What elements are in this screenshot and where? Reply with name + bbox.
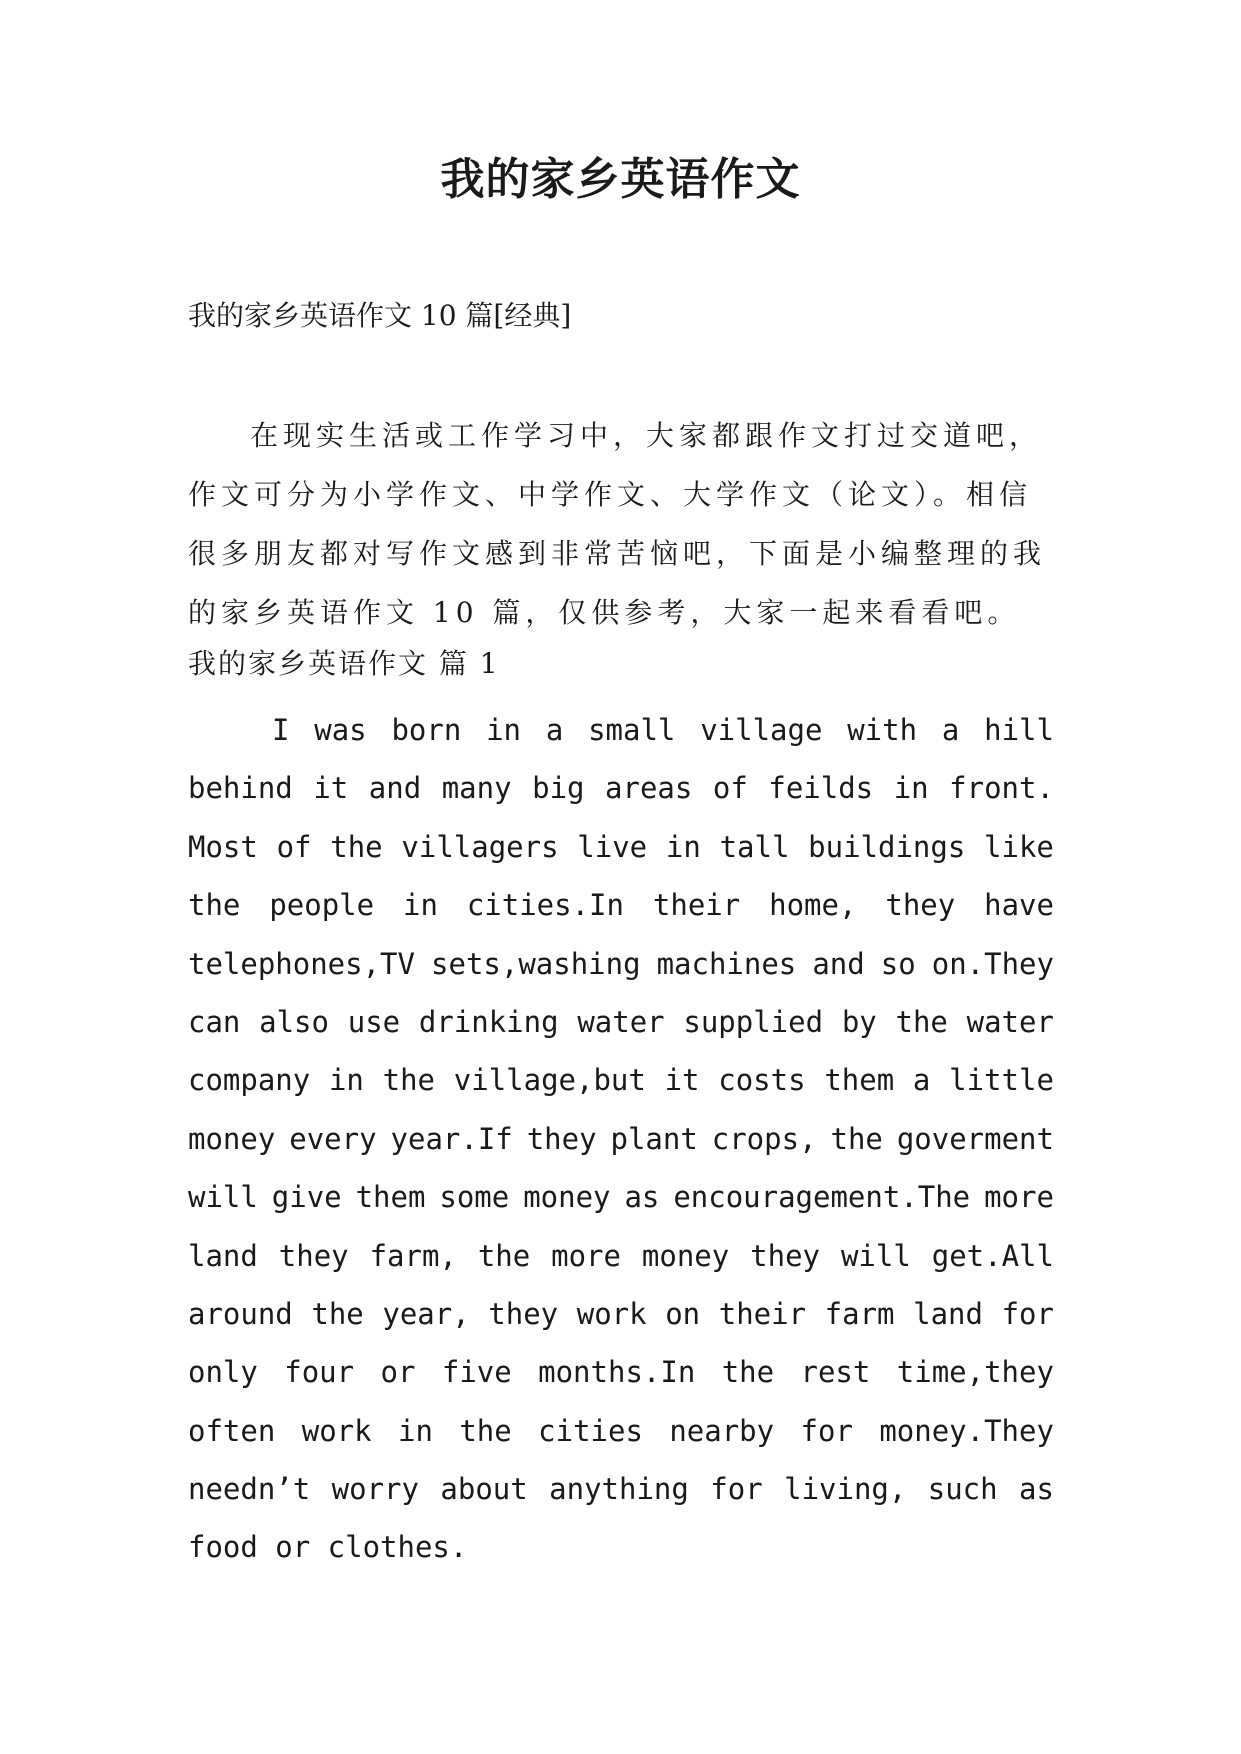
intro-line: 的家乡英语作文 10 篇，仅供参考，大家一起来看看吧。 xyxy=(188,596,1021,629)
section-heading: 我的家乡英语作文 篇 1 xyxy=(188,647,500,680)
essay-line: money every year.If they plant crops, the goverment xyxy=(188,1121,1054,1156)
document-subtitle: 我的家乡英语作文 10 篇[经典] xyxy=(188,299,572,332)
essay-line: food or clothes. xyxy=(188,1530,468,1565)
essay-line: telephones,TV sets,washing machines and so on.They xyxy=(188,946,1054,981)
intro-line: 作文可分为小学作文、中学作文、大学作文（论文）。相信 xyxy=(188,478,1033,511)
essay-line: land they farm, the more money they will get.All xyxy=(188,1238,1054,1273)
intro-line: 很多朋友都对写作文感到非常苦恼吧，下面是小编整理的我 xyxy=(188,537,1047,570)
intro-line: 在现实生活或工作学习中，大家都跟作文打过交道吧， xyxy=(250,419,1043,452)
essay-line: company in the village,but it costs them a little xyxy=(188,1063,1054,1098)
essay-line: will give them some money as encouragement.The more xyxy=(188,1180,1054,1215)
essay-line: needn’t worry about anything for living, such as xyxy=(188,1472,1054,1507)
essay-line: the people in cities.In their home, they have xyxy=(188,888,1054,923)
essay-line: can also use drinking water supplied by the water xyxy=(188,1004,1054,1039)
essay-line: Most of the villagers live in tall buildings like xyxy=(188,829,1054,864)
essay-line: behind it and many big areas of feilds in front. xyxy=(188,771,1054,806)
document-title: 我的家乡英语作文 xyxy=(440,154,801,205)
essay-paragraph xyxy=(188,701,1054,1577)
essay-line: often work in the cities nearby for money.They xyxy=(188,1413,1054,1448)
essay-line: I was born in a small village with a hill xyxy=(272,713,1054,747)
intro-paragraph xyxy=(188,406,1054,642)
essay-line: around the year, they work on their farm land for xyxy=(188,1296,1054,1331)
essay-line: only four or five months.In the rest time,they xyxy=(188,1355,1054,1390)
